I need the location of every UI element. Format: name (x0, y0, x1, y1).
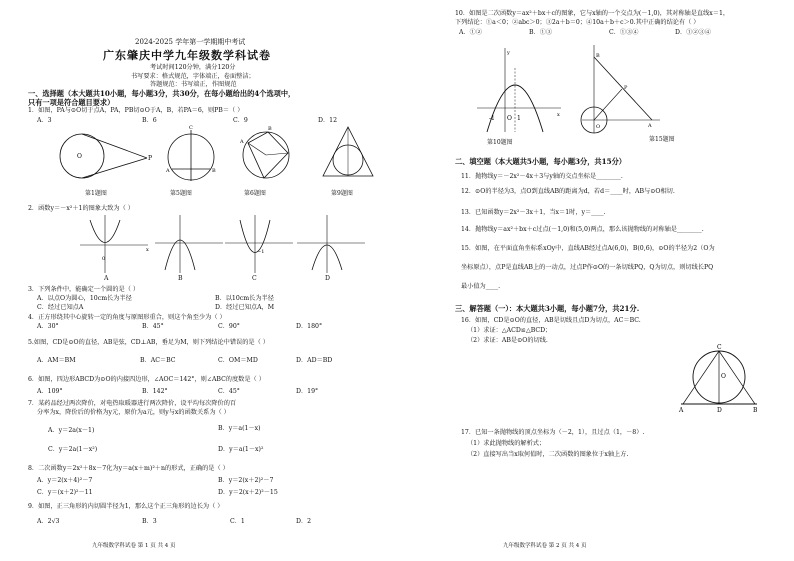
question-15: 15．如图，在平面直角坐标系xOy中，直线AB经过点A(6,0)，B(0,6)，⊙O的半径为2（O为 (461, 245, 715, 252)
question-10: 10．如图是二次函数y＝ax²＋bx＋c的图象，它与x轴的一个交点为(－1,0)，其对称轴是直线x＝1， (455, 10, 730, 17)
question-7-cont: 分率为x，降价后的价格为y元，原价为a元，则y与x的函数关系为（ ） (37, 409, 230, 416)
svg-text:P: P (148, 155, 153, 162)
q1-option-d: D．12 (318, 117, 338, 124)
caption-q1: 第1题图 (85, 190, 107, 197)
q2-graph-c (225, 215, 295, 275)
q7-option-d: D．y＝a(1－x)² (218, 446, 264, 453)
exam-title: 广东肇庆中学九年级数学科试卷 (103, 49, 271, 62)
q5-option-b: B．AC＝BC (140, 357, 176, 364)
svg-text:-1: -1 (489, 115, 495, 122)
q6-option-c: C．45° (218, 388, 240, 395)
q9-option-b: B．3 (142, 518, 157, 525)
question-12: 12．⊙O的半径为3，点O到直线AB的距离为d，若d＝____时，AB与⊙O相切. (461, 188, 675, 195)
svg-text:x: x (146, 247, 149, 253)
svg-text:y: y (507, 50, 510, 56)
svg-text:C: C (717, 344, 722, 351)
exam-info: 考试时间120分钟，满分120分 (150, 64, 236, 71)
question-17-part1: （1）求此抛物线的解析式； (467, 440, 546, 447)
question-16-part2: （2）求证：AB是⊙O的切线. (467, 337, 548, 344)
svg-text:O: O (721, 373, 726, 380)
question-11: 11．抛物线y＝－2x²－4x＋3与y轴的交点坐标是________. (461, 173, 623, 180)
q1-option-a: A．3 (37, 117, 52, 124)
exam-page-2 (397, 0, 794, 561)
section-1-heading-cont: 只有一项是符合题目要求） (28, 98, 115, 107)
question-5: 5.如图，CD是⊙O的直径，AB是弦，CD⊥AB，垂足为M，则下列结论中错误的是（ ） (28, 339, 269, 346)
svg-text:P: P (624, 85, 628, 91)
section-1-heading: 一、选择题（本大题共10小题，每小题3分，共30分，在每小题给出的4个选项中， (28, 89, 296, 98)
q6-option-a: A．109° (37, 388, 63, 395)
question-15-cont: 坐标原点），点P是直线AB上的一动点，过点P作⊙O的一条切线PQ，Q为切点，则切线长PQ (461, 264, 714, 271)
figure-q10-parabola (477, 48, 562, 133)
question-8: 8．二次函数y＝2x²＋8x－7化为y＝a(x＋m)²＋n的形式，正确的是（ ） (28, 465, 229, 472)
question-17: 17．已知一条抛物线的顶点坐标为（－2，1），且过点（1，－8）. (461, 429, 645, 436)
question-13: 13．已知函数y＝2x²－3x＋1，当x＝1时，y＝____. (461, 209, 606, 216)
q2-label-d: D (325, 275, 330, 282)
question-17-part2: （2）直接写出当x取何值时，二次函数的图象位于x轴上方. (467, 451, 629, 458)
svg-text:1: 1 (517, 115, 521, 122)
caption-q10: 第10题图 (487, 139, 513, 146)
svg-text:B: B (212, 168, 216, 174)
q4-option-a: A．30° (37, 323, 59, 330)
q3-option-a: A．以点O为圆心，10cm长为半径 (37, 295, 132, 302)
q10-option-c: C．①③④ (609, 29, 639, 36)
q9-option-d: D．2 (296, 518, 312, 525)
question-10-cont: 下列结论：①a＜0；②abc＞0；③2a＋b＝0；④10a＋b＋c＞0.其中正确的结论有（ ） (455, 19, 700, 26)
question-7: 7．某药品经过两次降价，对电热取暖器进行两次降价，设平均每次降价的百 (28, 400, 237, 407)
q3-option-b: B．以10cm长为半径 (215, 295, 274, 302)
svg-text:O: O (77, 153, 82, 160)
svg-text:B: B (753, 407, 758, 414)
q4-option-d: D．180° (296, 323, 323, 330)
exam-year-line: 2024-2025 学年第一学期期中考试 (135, 38, 246, 46)
question-3: 3．下列条件中，能确定一个圆的是（ ） (28, 286, 140, 293)
question-1: 1．如图，PA与⊙O切于点A，PA，PB切⊙O于A，B，若PA＝6，则PB＝（ ） (28, 107, 244, 114)
section-3-heading: 三、解答题（一）：本大题共3小题，每小题7分，共21分. (455, 304, 640, 313)
q4-option-b: B．45° (142, 323, 164, 330)
q3-option-c: C．经过已知点A (37, 304, 84, 311)
q8-option-a: A．y＝2(x＋4)²－7 (37, 477, 93, 484)
q7-option-c: C．y＝2a(1－x²) (48, 446, 98, 453)
question-2: 2．函数y＝－x²＋1的图象大致为（ ） (28, 205, 134, 212)
q8-option-b: B．y＝2(x＋2)²－7 (218, 477, 274, 484)
svg-text:B: B (268, 126, 272, 132)
svg-text:−1: −1 (257, 249, 265, 255)
figure-q16-circle (679, 344, 759, 414)
svg-text:A: A (240, 139, 244, 145)
q8-option-d: D．y＝2(x＋2)²－15 (218, 489, 278, 496)
svg-text:A: A (648, 123, 652, 129)
question-16-part1: （1）求证：△ACD≌△BCD； (467, 327, 552, 334)
figure-q9-incircle-triangle (318, 124, 378, 184)
svg-text:A: A (679, 407, 684, 414)
question-9: 9．如图，正三角形的内切圆半径为1，那么这个正三角形的边长为（ ） (28, 503, 224, 510)
writing-requirement: 书写要求：格式规范，字体端正，卷面整洁； (131, 73, 255, 80)
caption-q6: 第6题图 (244, 190, 266, 197)
q7-option-a: A．y＝2a(x－1) (48, 427, 95, 434)
question-6: 6．如图，四边形ABCD为⊙O的内接四边形，∠AOC＝142°，则∠ABC的度数是（ ） (28, 376, 265, 383)
question-16: 16．如图，CD是⊙O的直径，AB是切线且点D为切点，AC＝BC. (461, 317, 641, 324)
q10-option-d: D．①②③④ (675, 29, 711, 36)
svg-text:D: D (717, 407, 722, 414)
q3-option-d: D．经过已知点A，M (215, 304, 275, 311)
figure-q5-circle (163, 125, 223, 185)
q4-option-c: C．90° (218, 323, 240, 330)
q10-option-b: B．①③ (529, 29, 553, 36)
q9-option-a: A．2√3 (37, 518, 60, 525)
page-2-footer: 九年级数学科试卷 第 2 页 共 4 页 (503, 543, 587, 549)
q10-option-a: A．①② (459, 29, 483, 36)
svg-text:B: B (596, 53, 600, 59)
question-14: 14．抛物线y＝ax²＋bx＋c过点(－1,0)和(5,0)两点，那么该抛物线的对称轴是________. (461, 226, 704, 233)
caption-q15: 第15题图 (649, 136, 675, 143)
question-15-cont2: 最小值为____. (461, 283, 501, 290)
figure-q1-tangent (52, 126, 152, 186)
q8-option-c: C．y＝(x＋2)²－11 (37, 489, 93, 496)
q6-option-b: B．142° (142, 388, 168, 395)
svg-text:0: 0 (102, 256, 106, 262)
caption-q5: 第5题图 (170, 190, 192, 197)
q2-label-b: B (178, 275, 183, 282)
q2-graph-a (80, 215, 150, 275)
figure-q6-inscribed-quad (238, 125, 298, 185)
q1-option-b: B．6 (142, 117, 157, 124)
figure-q15-line-circle (582, 45, 662, 135)
svg-text:A: A (166, 168, 170, 174)
caption-q9: 第9题图 (331, 190, 353, 197)
answer-requirement: 答题规范：书写端正，作图规范 (150, 81, 237, 88)
q9-option-c: C．1 (230, 518, 245, 525)
section-2-heading: 二、填空题（本大题共5小题，每小题3分，共15分） (455, 157, 626, 166)
q2-label-c: C (252, 275, 257, 282)
svg-text:O: O (596, 124, 601, 130)
q5-option-c: C．OM＝MD (218, 357, 258, 364)
question-4: 4．正方形绕其中心旋转一定的角度与原图形重合，则这个角至少为（ ） (28, 314, 226, 321)
svg-text:O: O (507, 115, 512, 122)
q1-option-c: C．9 (233, 117, 248, 124)
q2-graph-b (155, 215, 225, 275)
page-1-footer: 九年级数学科试卷 第 1 页 共 4 页 (92, 543, 176, 549)
q2-label-a: A (104, 275, 109, 282)
svg-text:x: x (557, 112, 560, 118)
q2-graph-d (297, 215, 367, 275)
q5-option-a: A．AM＝BM (37, 357, 76, 364)
svg-text:C: C (189, 125, 193, 131)
q5-option-d: D．AD＝BD (296, 357, 333, 364)
q6-option-d: D．19° (296, 388, 319, 395)
q7-option-b: B．y＝a(1－x) (218, 425, 261, 432)
